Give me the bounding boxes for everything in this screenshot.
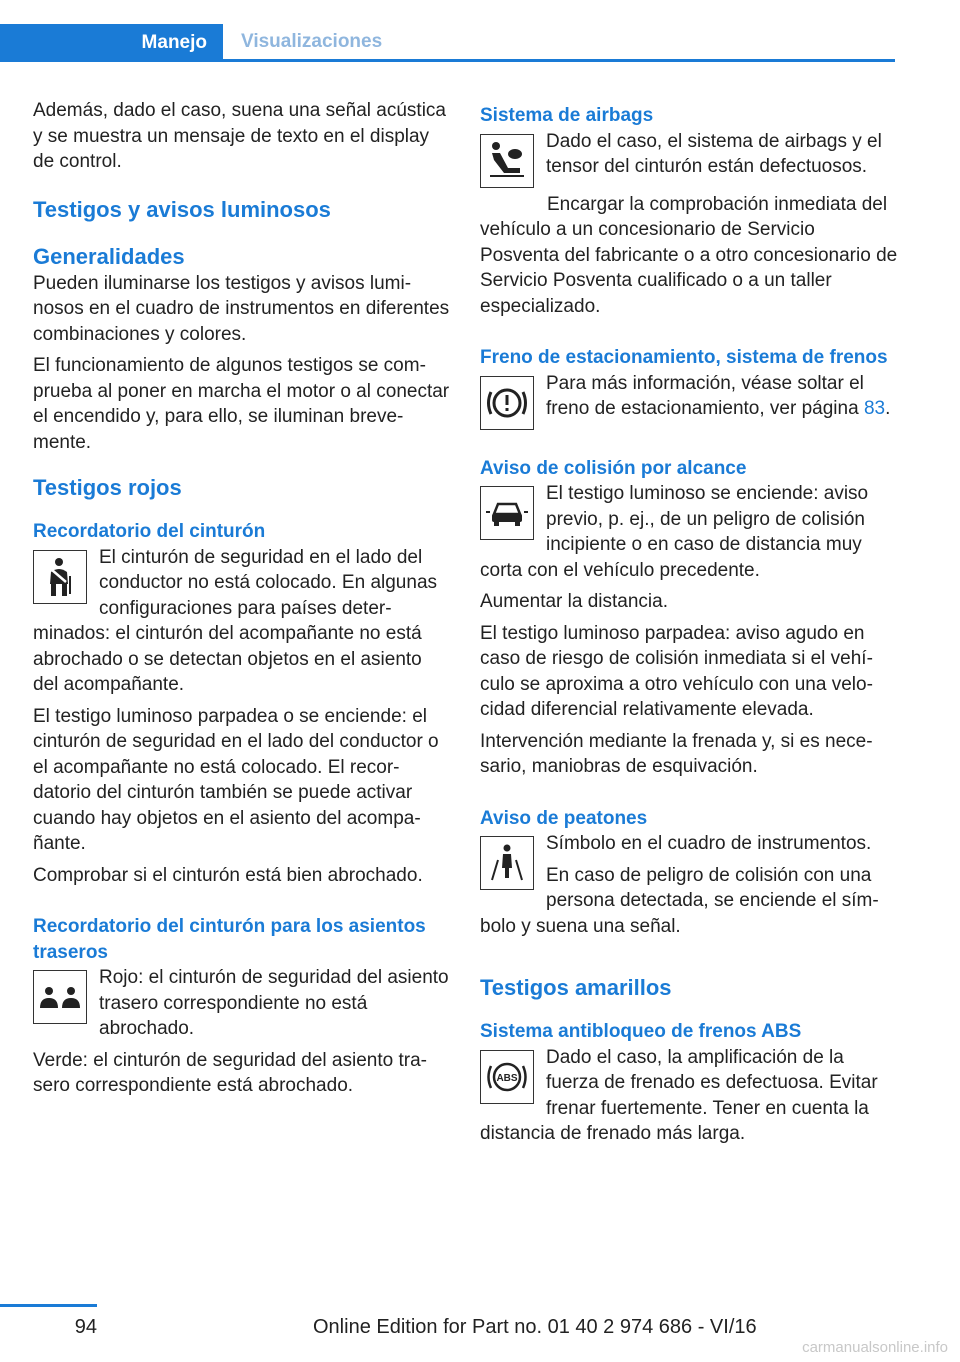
abs-icon-label: ABS — [496, 1072, 518, 1084]
general-paragraph-2: El funcionamiento de algunos testigos se comprueba al poner en marcha el motor o al conectar el encendido y, para ello, se iluminan brevemente. — [33, 355, 450, 453]
collision-paragraph-1: El testigo luminoso se enciende: aviso previo, p. ej., de un peligro de colisión incipiente o en caso de distancia muy corta con el vehículo precedente. — [480, 483, 869, 581]
section-title-warning-lights: Testigos y avisos luminosos — [33, 196, 331, 222]
subsection-title-parking-brake: Freno de estacionamiento, sistema de frenos — [480, 347, 888, 368]
abs-paragraph-1: Dado el caso, la amplificación de la fuerza de frenado es defectuosa. Evitar frenar fuertemente. Tener en cuenta la distancia de frenado más larga. — [480, 1046, 878, 1144]
airbag-paragraph-2: Encargar la comprobación inmediata del vehículo a un concesionario de Servicio Posventa del fabricante o a otro concesionario de Servicio Posventa cualificado o a un taller especializado. — [480, 193, 898, 317]
pedestrian-block — [480, 831, 898, 945]
left-column — [33, 98, 451, 1105]
parking-brake-block — [480, 371, 898, 434]
subsection-title-pedestrian-warning: Aviso de peatones — [480, 807, 648, 829]
footer-rule — [0, 1304, 97, 1307]
rear-belt-paragraph-1: Rojo: el cinturón de seguridad del asiento trasero correspondiente no está abrochado. — [99, 967, 449, 1039]
brake-paragraph-1 — [480, 371, 898, 422]
chapter-tab-visualizaciones[interactable]: Visualizaciones — [241, 30, 383, 52]
brake-text-end: . — [885, 398, 891, 419]
section-title-yellow-lights: Testigos amarillos — [480, 975, 672, 1000]
collision-paragraph-3: El testigo luminoso parpadea: aviso agudo en caso de riesgo de colisión inmediata si el vehículo se aproxima a otro vehículo con una velocidad diferencial relativamente elevada. — [480, 622, 873, 720]
pedestrian-paragraph-2: En caso de peligro de colisión con una persona detectada, se enciende el símbolo y suena una señal. — [480, 864, 879, 937]
rear-seatbelt-icon — [33, 970, 87, 1024]
page-number: 94 — [74, 1316, 97, 1338]
watermark: carmanualsonline.info — [802, 1339, 948, 1356]
brake-warning-icon — [480, 376, 534, 430]
abs-block — [480, 1045, 898, 1153]
belt-reminder-block — [33, 545, 451, 704]
edition-note: Online Edition for Part no. 01 40 2 974 686 - VI/16 — [313, 1316, 757, 1338]
pedestrian-warning-icon — [480, 836, 534, 890]
rear-belt-paragraph-2: Verde: el cinturón de seguridad del asiento trasero correspondiente está abrochado. — [33, 1049, 427, 1096]
belt-paragraph-1: El cinturón de seguridad en el lado del conductor no está colocado. En algunas configuraciones para países determinados: el cinturón del acompañante no está abrochado o se detectan objetos en el asiento del acompañante. — [33, 546, 438, 695]
subsection-title-belt-reminder: Recordatorio del cinturón — [33, 521, 266, 542]
abs-warning-icon — [480, 1050, 534, 1104]
collision-paragraph-4: Intervención mediante la frenada y, si es necesario, maniobras de esquivación. — [480, 730, 873, 777]
right-column — [480, 98, 898, 1153]
seatbelt-icon — [33, 550, 87, 604]
airbag-block — [480, 129, 898, 192]
brake-text: Para más información, véase soltar el freno de estacionamiento, ver página — [546, 372, 864, 419]
header-rule — [0, 59, 895, 62]
page-reference-link[interactable]: 83 — [863, 398, 886, 419]
rear-belt-block — [33, 965, 451, 1048]
belt-paragraph-2: El testigo luminoso parpadea o se enciende: el cinturón de seguridad en el lado del conductor o el acompañante no está colocado. El recordatorio del cinturón también se puede activar cuando hay objetos en el asiento del acompañante. — [33, 705, 439, 854]
subsection-title-airbag: Sistema de airbags — [480, 105, 654, 126]
general-paragraph-1: Pueden iluminarse los testigos y avisos luminosos en el cuadro de instrumentos en diferentes combinaciones y colores. — [33, 272, 450, 345]
intro-paragraph: Además, dado el caso, suena una señal acústica y se muestra un mensaje de texto en el display de control. — [33, 100, 446, 172]
subsection-title-collision-warning: Aviso de colisión por alcance — [480, 457, 747, 479]
subsection-title-rear-belt-reminder: Recordatorio del cinturón para los asientos traseros — [33, 916, 426, 963]
belt-paragraph-3: Comprobar si el cinturón está bien abrochado. — [33, 864, 423, 886]
collision-warning-icon — [480, 486, 534, 540]
collision-block — [480, 481, 898, 589]
pedestrian-paragraph-1: Símbolo en el cuadro de instrumentos. — [546, 833, 872, 854]
chapter-tab-manejo[interactable]: Manejo — [0, 24, 223, 62]
chapter-header — [0, 24, 895, 62]
airbag-icon — [480, 134, 534, 188]
collision-paragraph-2: Aumentar la distancia. — [480, 591, 668, 612]
section-title-red-lights: Testigos rojos — [33, 475, 182, 500]
airbag-paragraph-1: Dado el caso, el sistema de airbags y el tensor del cinturón están defectuosos. — [546, 130, 882, 177]
section-title-general: Generalidades — [33, 243, 185, 269]
subsection-title-abs: Sistema antibloqueo de frenos ABS — [480, 1021, 802, 1042]
